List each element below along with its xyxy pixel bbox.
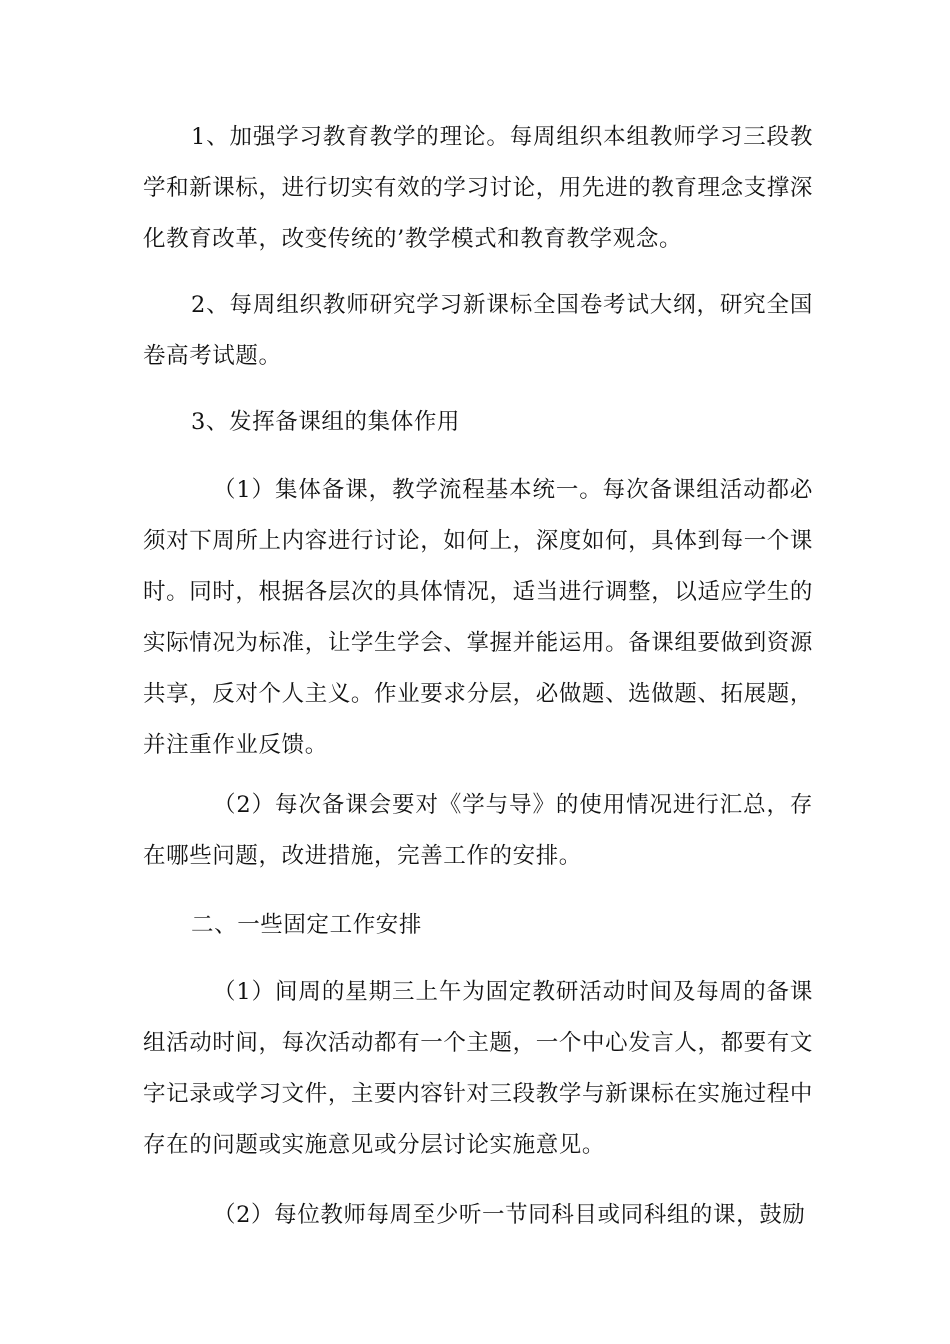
paragraph-2: 2、每周组织教师研究学习新课标全国卷考试大纲，研究全国卷高考试题。 [143,292,813,369]
paragraph-7: （2）每位教师每周至少听一节同科目或同科组的课，鼓励 [213,1202,806,1228]
paragraph-3: 3、发挥备课组的集体作用 [191,409,461,435]
section-heading: 二、一些固定工作安排 [191,912,423,938]
paragraph-5: （2）每次备课会要对《学与导》的使用情况进行汇总，存在哪些问题，改进措施，完善工作的安排。 [143,792,813,869]
paragraph-4: （1）集体备课，教学流程基本统一。每次备课组活动都必须对下周所上内容进行讨论，如何上，深度如何，具体到每一个课时。同时，根据各层次的具体情况，适当进行调整，以适应学生的实际情况为标准，让学生学会、掌握并能运用。备课组要做到资源共享，反对个人主义。作业要求分层，必做题、选做题、拓展题，并注重作业反馈。 [143,477,813,758]
paragraph-6: （1）间周的星期三上午为固定教研活动时间及每周的备课组活动时间，每次活动都有一个主题，一个中心发言人，都要有文字记录或学习文件，主要内容针对三段教学与新课标在实施过程中存在的问题或实施意见或分层讨论实施意见。 [143,979,813,1158]
paragraph-1: 1、加强学习教育教学的理论。每周组织本组教师学习三段教学和新课标，进行切实有效的学习讨论，用先进的教育理念支撑深化教育改革，改变传统的’教学模式和教育教学观念。 [143,124,813,252]
